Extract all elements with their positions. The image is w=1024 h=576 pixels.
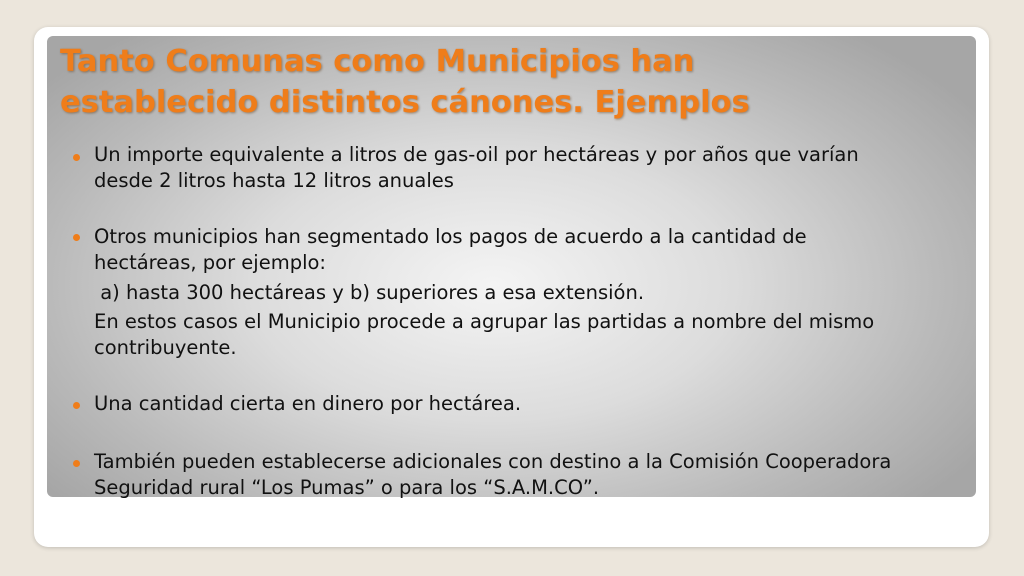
bullet-dot (73, 154, 80, 161)
bullet-2-sub-line-2: En estos casos el Municipio procede a agrupar las partidas a nombre del mismo (94, 310, 875, 333)
bullet-2-line-2: hectáreas, por ejemplo: (94, 251, 326, 274)
bullet-1-line-1: Un importe equivalente a litros de gas-oil por hectáreas y por años que varían (94, 143, 859, 166)
title-line-1: Tanto Comunas como Municipios han (60, 44, 695, 79)
bullet-dot (73, 402, 80, 409)
bullet-4-line-2: Seguridad rural “Los Pumas” o para los “S.A.M.CO”. (94, 476, 600, 499)
bullet-2-line-1: Otros municipios han segmentado los pagos de acuerdo a la cantidad de (94, 225, 807, 248)
title-line-2: establecido distintos cánones. Ejemplos (60, 85, 750, 120)
bullet-1-line-2: desde 2 litros hasta 12 litros anuales (94, 169, 454, 192)
bullet-2-sub-line-1: a) hasta 300 hectáreas y b) superiores a esa extensión. (94, 281, 645, 304)
bullet-3-line-1: Una cantidad cierta en dinero por hectárea. (94, 392, 522, 415)
bullet-4-line-1: También pueden establecerse adicionales con destino a la Comisión Cooperadora (94, 450, 892, 473)
bullet-dot (73, 234, 80, 241)
bullet-dot (73, 460, 80, 467)
bullet-2-sub-line-3: contribuyente. (94, 336, 237, 359)
